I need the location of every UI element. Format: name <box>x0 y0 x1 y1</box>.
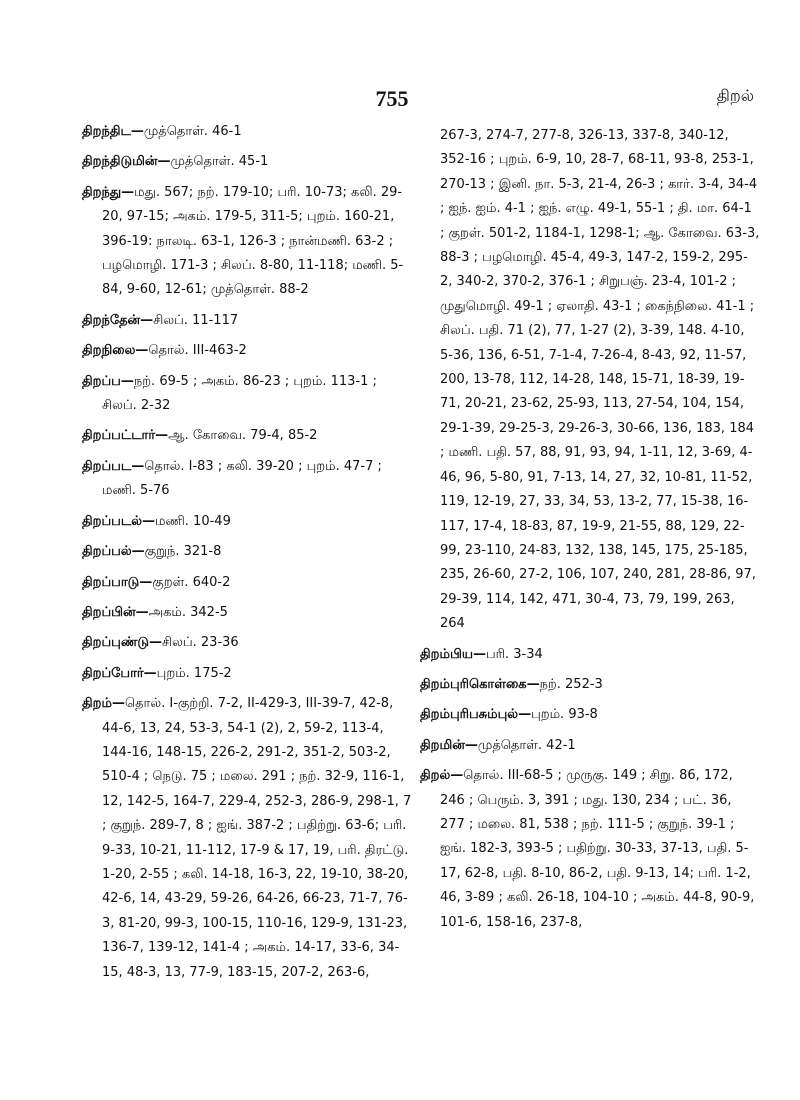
index-entry <box>82 309 412 333</box>
entry-headword: திறப்பட— <box>82 458 145 474</box>
entry-references: மணி. 10-49 <box>155 513 231 529</box>
entry-references: நற். 69-5 ; அகம். 86-23 ; புறம். 113-1 ; சிலப். 2-32 <box>102 373 377 414</box>
entry-references: ஆ. கோவை. 79-4, 85-2 <box>168 428 318 444</box>
index-entry <box>82 150 412 174</box>
entry-headword: திறப்பட்டார்— <box>82 428 169 444</box>
entry-headword: திறநிலை— <box>82 343 149 359</box>
index-entry <box>82 540 412 564</box>
entry-references: பரி. 3-34 <box>485 646 543 662</box>
entry-references: குறள். 640-2 <box>152 574 231 590</box>
entry-references: நற். 252-3 <box>539 676 603 692</box>
entry-references: சிலப். 23-36 <box>162 635 239 651</box>
index-entry <box>82 692 412 985</box>
index-entry-continuation <box>420 124 760 637</box>
index-entry <box>420 734 760 758</box>
index-entry <box>82 631 412 655</box>
entry-headword: திறம்பிய— <box>420 646 486 662</box>
entry-references: முத்தொள். 45-1 <box>170 154 269 170</box>
entry-references: சிலப். 11-117 <box>153 312 239 328</box>
index-entry <box>82 510 412 534</box>
entry-headword: திறப்பாடு— <box>82 574 153 590</box>
entry-references: புறம். 93-8 <box>531 707 598 723</box>
entry-references: புறம். 175-2 <box>156 665 232 681</box>
entry-headword: திறம்— <box>82 696 125 712</box>
index-entry <box>82 120 412 144</box>
entry-headword: திறந்தேன்— <box>82 312 154 328</box>
entry-headword: திறப்போர்— <box>82 665 157 681</box>
right-column <box>420 124 760 941</box>
entry-references: முத்தொள். 42-1 <box>477 737 576 753</box>
index-entry <box>420 703 760 727</box>
entry-references: குறுந். 321-8 <box>144 544 222 560</box>
index-entry <box>420 643 760 667</box>
index-entry <box>82 370 412 419</box>
entry-references: தொல். I-குற்றி. 7-2, II-429-3, III-39-7, 42-8, 44-6, 13, 24, 53-3, 54-1 (2), 2, 59-2, 113-4, 144-16, 148-15, 226-2, 291-2, 351-2, 503-2, 510-4 ; நெடு. 75 ; மலை. 291 ; நற். 32-9, 116-1, 12, 142-5, 164-7, 229-4, 252-3, 286-9, 298-1, 7 ; குறுந். 289-7, 8 ; ஐங். 387-2 ; பதிற்று. 63-6; பரி. 9-33, 10-21, 11-112, 17-9 & 17, 19, பரி. திரட்டு. 1-20, 2-55 ; கலி. 14-18, 16-3, 22, 19-10, 38-20, 42-6, 14, 43-29, 59-26, 64-26, 66-23, 71-7, 76-3, 81-20, 99-3, 100-15, 110-16, 129-9, 131-23, 136-7, 139-12, 141-4 ; அகம். 14-17, 33-6, 34-15, 48-3, 13, 77-9, 183-15, 207-2, 263-6, <box>102 696 412 980</box>
index-entry <box>82 339 412 363</box>
entry-headword: திறப்ப— <box>82 373 134 389</box>
entry-headword: திறமின்— <box>420 737 478 753</box>
entry-headword: திறப்புண்டு— <box>82 635 162 651</box>
index-entry <box>82 424 412 448</box>
index-entry <box>82 455 412 504</box>
entry-headword: திறப்பின்— <box>82 604 149 620</box>
index-entry <box>82 571 412 595</box>
page-number: 755 <box>375 86 409 111</box>
entry-references: தொல். III-463-2 <box>148 343 247 359</box>
index-entry <box>420 673 760 697</box>
entry-headword: திறந்திடுமின்— <box>82 154 171 170</box>
left-column <box>82 120 412 991</box>
entry-headword: திறந்திட— <box>82 124 144 139</box>
index-entry <box>82 181 412 303</box>
entry-references: தொல். I-83 ; கலி. 39-20 ; புறம். 47-7 ; மணி. 5-76 <box>102 458 382 499</box>
entry-headword: திறப்பல்— <box>82 544 145 560</box>
index-entry <box>82 662 412 686</box>
entry-headword: திறந்து— <box>82 184 135 200</box>
entry-references: மது. 567; நற். 179-10; பரி. 10-73; கலி. 29-20, 97-15; அகம். 179-5, 311-5; புறம். 160-21, 396-19: நாலடி. 63-1, 126-3 ; நான்மணி. 63-2 ; பழமொழி. 171-3 ; சிலப். 8-80, 11-118; மணி. 5-84, 9-60, 12-61; முத்தொள். 88-2 <box>102 184 404 298</box>
entry-references: அகம். 342-5 <box>148 604 228 620</box>
entry-references: 267-3, 274-7, 277-8, 326-13, 337-8, 340-12, 352-16 ; புறம். 6-9, 10, 28-7, 68-11, 93-8, 253-1, 270-13 ; இனி. நா. 5-3, 21-4, 26-3 ; கார். 3-4, 34-4 ; ஐந். ஐம். 4-1 ; ஐந். எழு. 49-1, 55-1 ; தி. மா. 64-1 ; குறள். 501-2, 1184-1, 1298-1; ஆ. கோவை. 63-3, 88-3 ; பழமொழி. 45-4, 49-3, 147-2, 159-2, 295-2, 340-2, 370-2, 376-1 ; சிறுபஞ். 23-4, 101-2 ; முதுமொழி. 49-1 ; ஏலாதி. 43-1 ; கைந்நிலை. 41-1 ; சிலப். பதி. 71 (2), 77, 1-27 (2), 3-39, 148. 4-10, 5-36, 136, 6-51, 7-1-4, 7-26-4, 8-43, 92, 11-57, 200, 13-78, 112, 14-28, 148, 15-71, 18-39, 19-71, 20-21, 23-62, 25-93, 113, 27-54, 104, 154, 29-1-39, 29-25-3, 29-26-3, 30-66, 136, 183, 184 ; மணி. பதி. 57, 88, 91, 93, 94, 1-11, 12, 3-69, 4-46, 96, 5-80, 91, 7-13, 14, 27, 32, 10-81, 11-52, 119, 12-19, 27, 33, 34, 53, 13-2, 77, 15-38, 16-117, 17-4, 18-83, 87, 19-9, 21-55, 88, 129, 22-99, 23-110, 24-83, 132, 138, 145, 175, 25-185, 235, 26-60, 27-2, 106, 107, 240, 281, 28-86, 97, 29-39, 114, 142, 471, 30-4, 73, 79, 199, 263, 264 <box>440 128 760 632</box>
index-entry <box>420 764 760 935</box>
entry-references: முத்தொள். 46-1 <box>143 124 242 139</box>
entry-headword: திறல்— <box>420 768 464 784</box>
running-head: திறல் <box>716 86 754 105</box>
index-entry <box>82 601 412 625</box>
entry-headword: திறம்புரிகொள்கை— <box>420 676 540 692</box>
entry-headword: திறம்புரிபசும்புல்— <box>420 707 532 723</box>
entry-headword: திறப்படல்— <box>82 513 155 529</box>
entry-references: தொல். III-68-5 ; முருகு. 149 ; சிறு. 86, 172, 246 ; பெரும். 3, 391 ; மது. 130, 234 ; பட். 36, 277 ; மலை. 81, 538 ; நற். 111-5 ; குறுந். 39-1 ; ஐங். 182-3, 393-5 ; பதிற்று. 30-33, 37-13, பதி. 5-17, 62-8, பதி. 8-10, 86-2, பதி. 9-13, 14; பரி. 1-2, 46, 3-89 ; கலி. 26-18, 104-10 ; அகம். 44-8, 90-9, 101-6, 158-16, 237-8, <box>440 768 755 930</box>
